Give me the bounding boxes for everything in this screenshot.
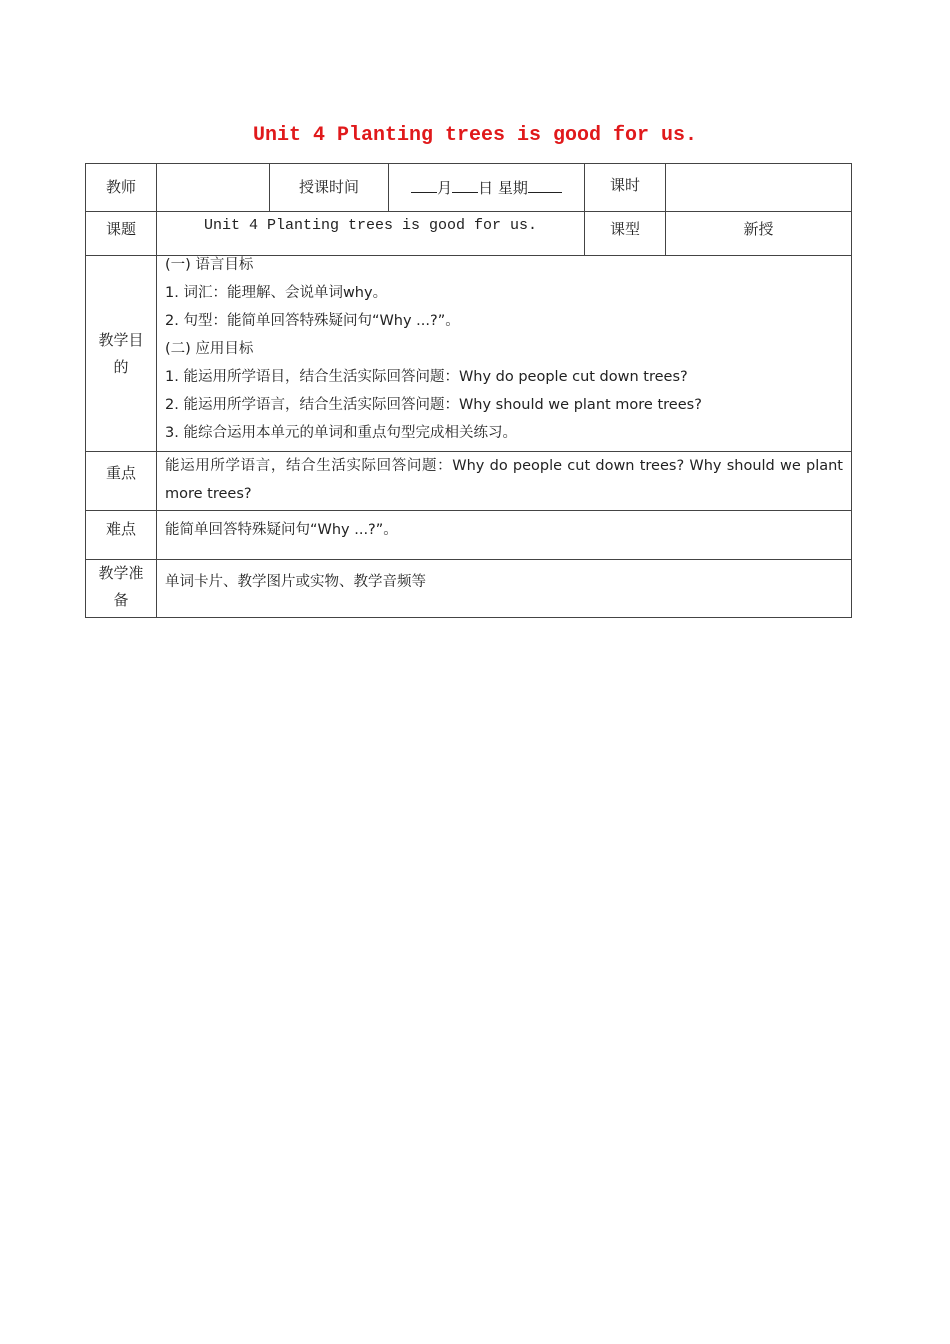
key-points-label: 重点 [86,452,157,511]
teacher-label: 教师 [86,164,157,212]
topic-value: Unit 4 Planting trees is good for us. [157,212,585,256]
weekday-label: 星期 [497,179,528,197]
objective-line: (一) 语言目标 [165,257,254,273]
document-title: Unit 4 Planting trees is good for us. [252,124,698,147]
teacher-value [157,164,270,212]
key-points-text: 能运用所学语言，结合生活实际回答问题：Why do people cut down trees? Why should we plant more trees? [157,452,852,511]
objective-line: 3. 能综合运用本单元的单词和重点句型完成相关练习。 [165,425,517,441]
type-label: 课型 [585,212,666,256]
time-label: 授课时间 [270,164,389,212]
lesson-plan-table [85,163,852,618]
table-row-difficulties [86,511,852,560]
objective-line: 2. 句型：能简单回答特殊疑问句“Why ...?”。 [165,313,460,329]
table-row-topic [86,212,852,256]
table-row-objectives [86,256,852,452]
difficulties-label: 难点 [86,511,157,560]
objectives-content [157,256,852,452]
preparation-text: 单词卡片、教学图片或实物、教学音频等 [157,560,852,618]
date-field [389,164,585,212]
table-row-key-points [86,452,852,511]
day-label: 日 [478,179,494,197]
month-label: 月 [437,179,453,197]
objective-line: 1. 词汇：能理解、会说单词why。 [165,285,388,301]
period-label: 课时 [585,164,666,212]
table-row-teacher [86,164,852,212]
type-value: 新授 [666,212,852,256]
weekday-blank [528,178,562,193]
objectives-label-line2: 的 [113,357,129,376]
table-row-preparation [86,560,852,618]
objectives-label-line1: 教学目 [98,330,144,349]
preparation-label-line1: 教学准 [98,564,144,582]
period-value [666,164,852,212]
objective-line: 1. 能运用所学语目，结合生活实际回答问题：Why do people cut down trees? [165,369,688,385]
topic-label: 课题 [86,212,157,256]
preparation-label-line2: 备 [113,591,129,609]
objective-line: 2. 能运用所学语言，结合生活实际回答问题：Why should we plant more trees? [165,397,702,413]
preparation-label [86,560,157,618]
difficulties-text: 能简单回答特殊疑问句“Why ...?”。 [157,511,852,560]
month-blank [411,178,437,193]
day-blank [452,178,478,193]
objective-line: (二) 应用目标 [165,341,254,357]
objectives-label [86,256,157,452]
